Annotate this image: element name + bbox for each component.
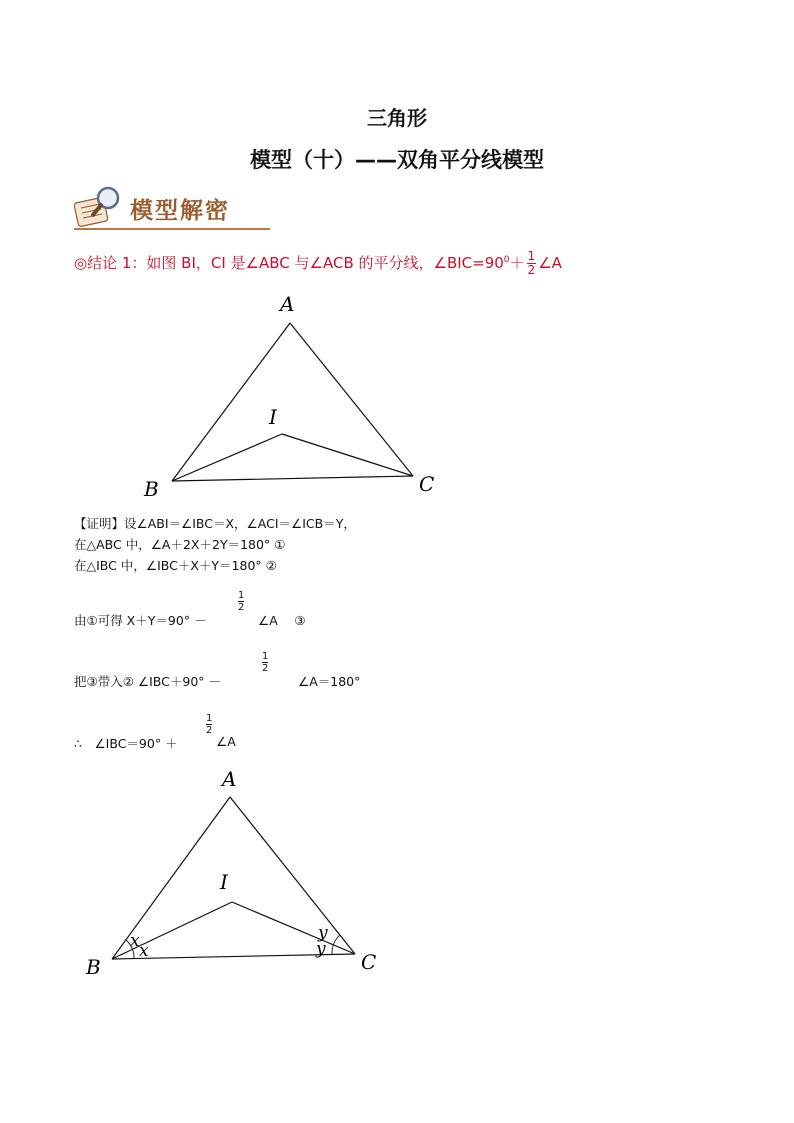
- fig2-vertex-label-b: B: [86, 955, 101, 979]
- proof-line-5-tail: ∠A＝180°: [298, 674, 361, 689]
- conclusion-text: ◎结论 1：如图 BI，CI 是∠ABC 与∠ACB 的平分线，∠BIC=90: [74, 254, 504, 272]
- banner-label: 模型解密: [130, 197, 230, 224]
- conclusion-fraction: $\frac{1}{2}$: [527, 249, 536, 277]
- fig2-vertex-label-c: C: [361, 950, 377, 974]
- proof-line-6-tail: ∠A: [216, 734, 236, 749]
- vertex-label-b: B: [144, 477, 159, 501]
- proof-line-4: 由①可得 X＋Y＝90° －: [74, 613, 207, 628]
- banner-underline: [74, 228, 270, 230]
- fig2-angle-x-lower: x: [139, 941, 149, 961]
- fig2-angle-y-lower: y: [316, 939, 326, 959]
- fig2-angle-y-upper: y: [318, 923, 328, 943]
- conclusion-statement: [74, 250, 562, 277]
- vertex-label-c: C: [419, 472, 435, 496]
- conclusion-angle: ∠A: [538, 254, 562, 272]
- proof-line-5: 把③带入② ∠IBC＋90° －: [74, 674, 221, 689]
- proof-fraction-5: 1 2: [262, 651, 269, 674]
- proof-line-3: 在△IBC 中，∠IBC＋X＋Y＝180° ②: [74, 558, 277, 573]
- conclusion-plus: ＋: [509, 254, 525, 272]
- proof-line-1: 【证明】设∠ABI＝∠IBC＝X，∠ACI＝∠ICB＝Y，: [74, 516, 356, 531]
- triangle-figure-1: [130, 285, 450, 505]
- page-subtitle: 模型（十）——双角平分线模型: [250, 148, 544, 172]
- proof-fraction-6: 1 2: [206, 713, 213, 736]
- fig2-vertex-label-a: A: [222, 767, 237, 791]
- triangle-figure-2: [80, 762, 400, 982]
- proof-line-4-tail: ∠A ③: [258, 613, 306, 628]
- fig2-angle-x-upper: x: [130, 931, 140, 951]
- fig2-vertex-label-i: I: [220, 870, 228, 894]
- proof-line-2: 在△ABC 中，∠A＋2X＋2Y＝180° ①: [74, 537, 286, 552]
- page-title: 三角形: [367, 106, 427, 130]
- vertex-label-i: I: [269, 405, 277, 429]
- proof-line-6: ∴ ∠IBC＝90° ＋: [74, 736, 178, 751]
- conclusion-degree: 0: [503, 255, 510, 265]
- vertex-label-a: A: [280, 292, 295, 316]
- proof-fraction-4: 1 2: [238, 590, 245, 613]
